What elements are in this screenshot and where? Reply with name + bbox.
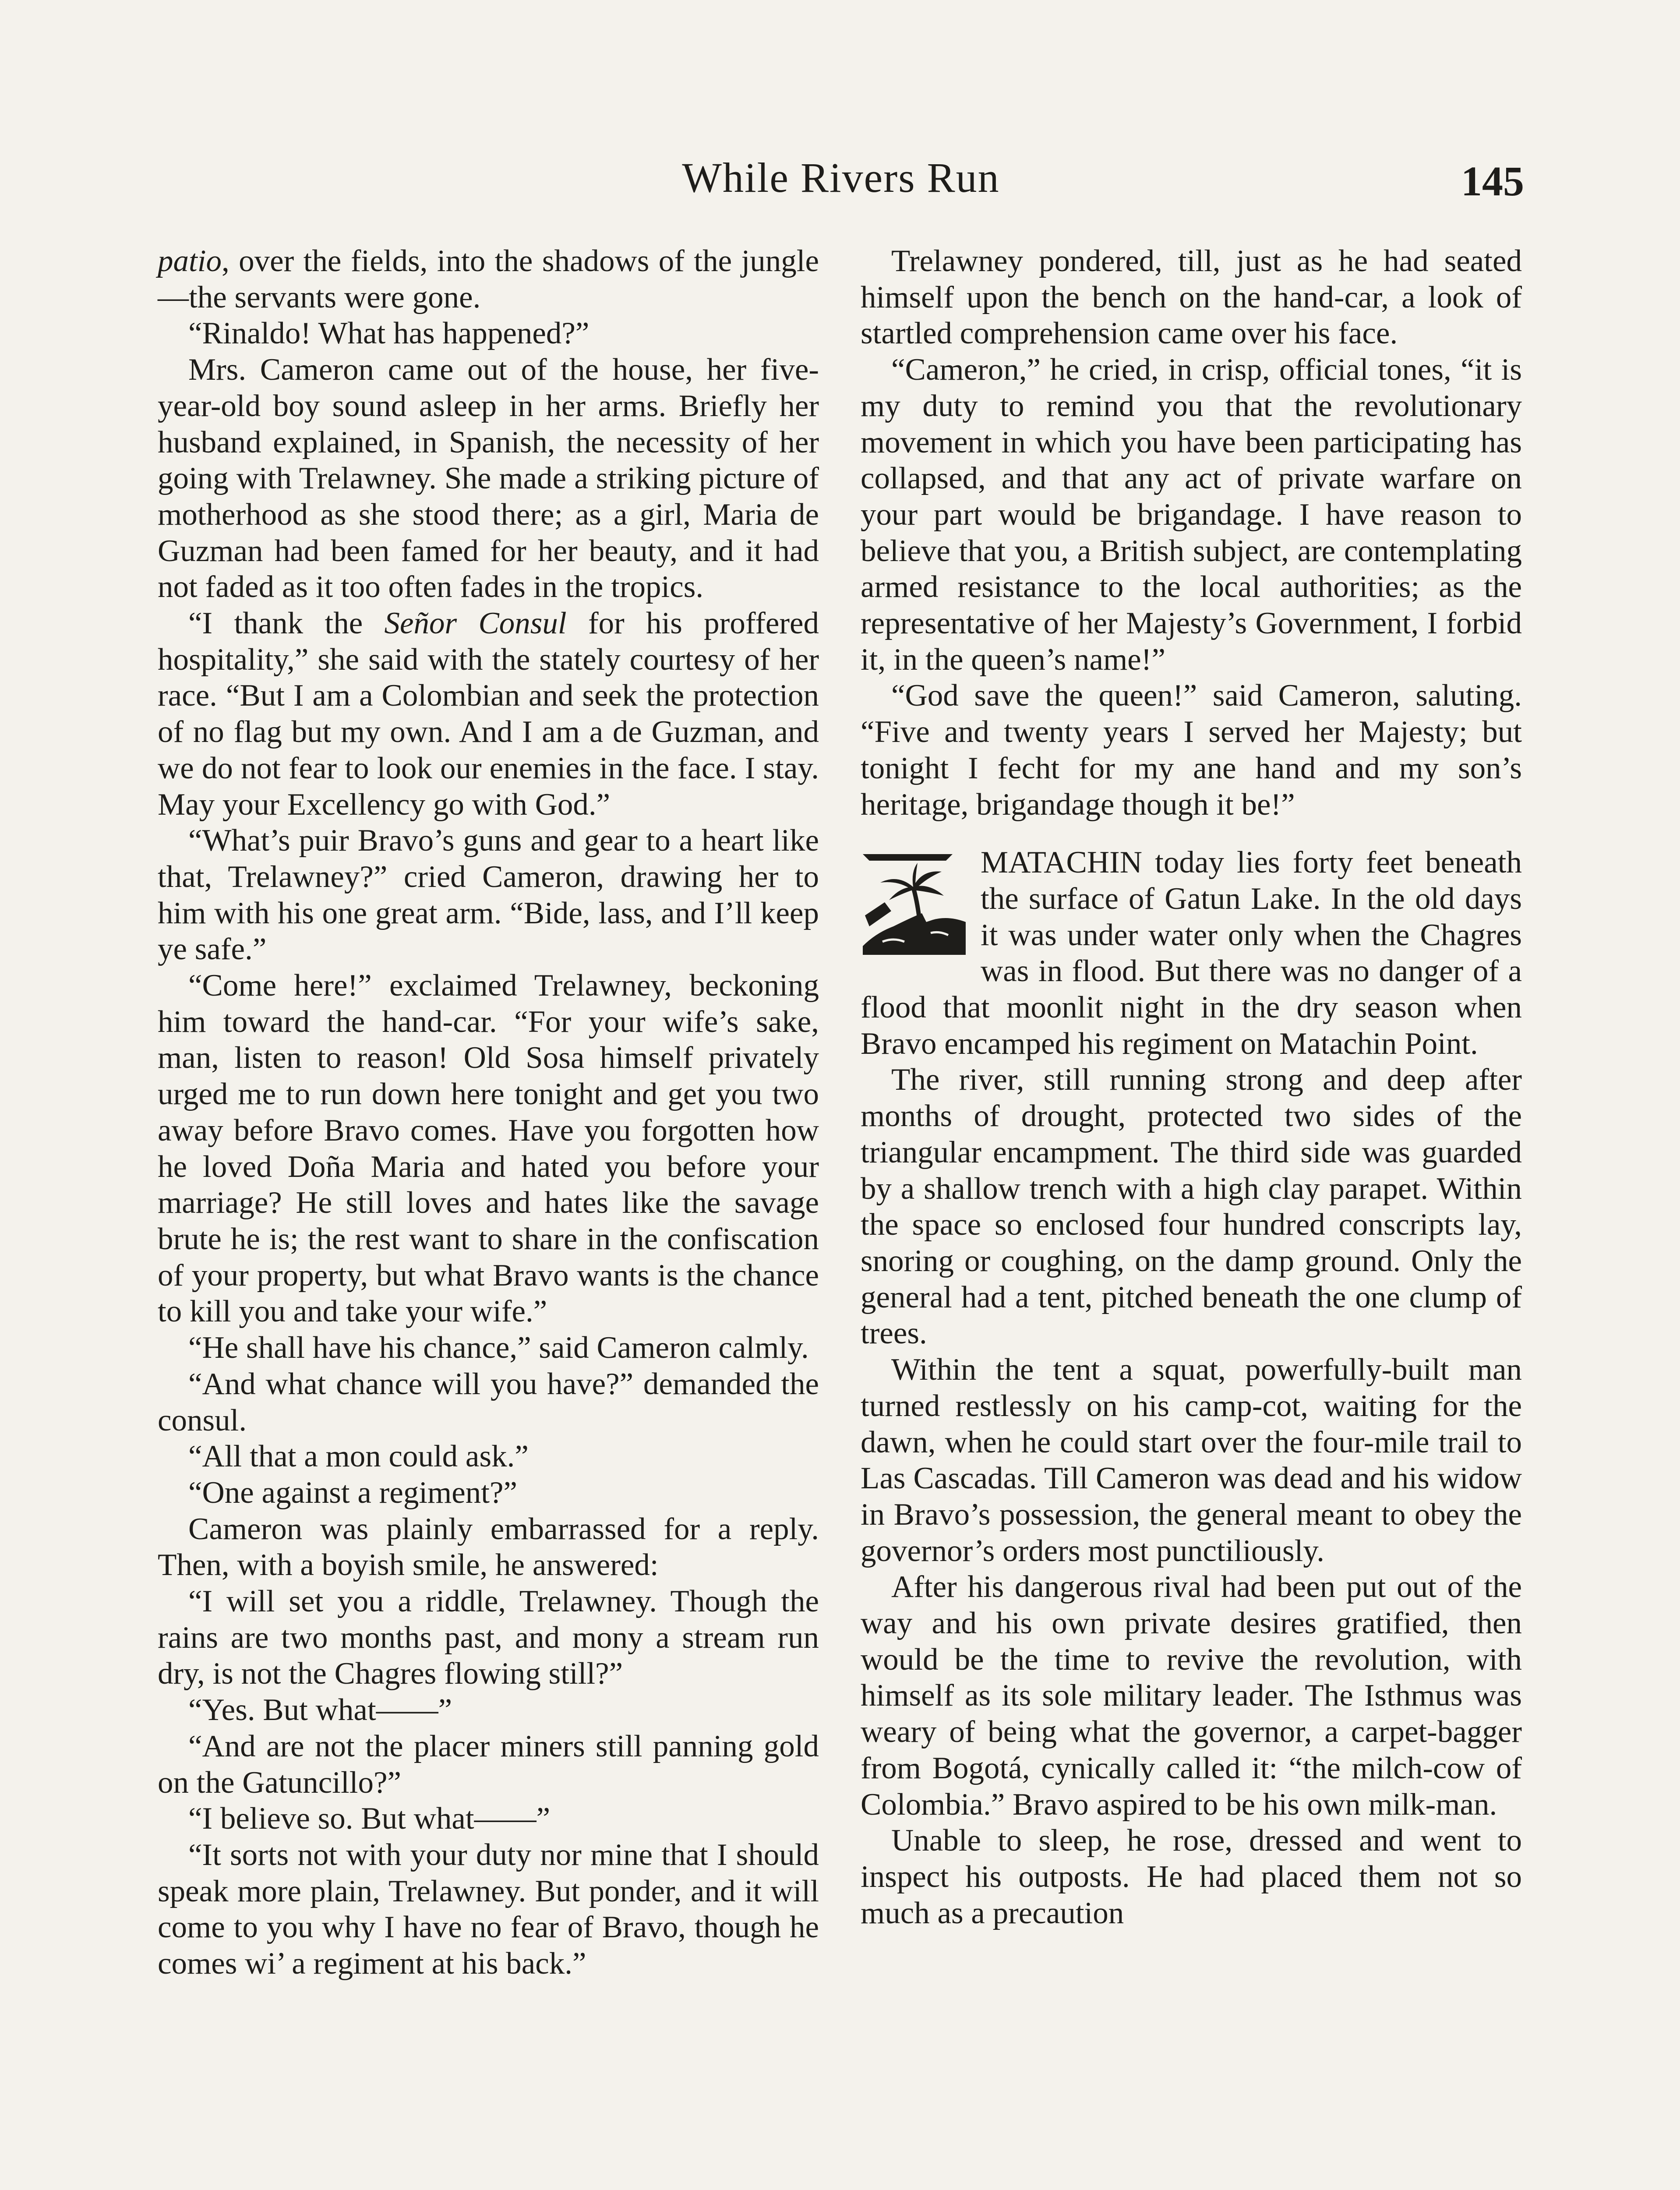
right-column xyxy=(861,243,1522,1931)
paragraph: “It sorts not with your duty nor mine that I should speak more plain, Trelawney. But ponder, and it will come to you why I have no fear of Bravo, though he comes wi’ a regiment at his back.” xyxy=(158,1837,819,1981)
paragraph-text: for his proffered hospitality,” she said with the stately courtesy of her race. “But I am a Colombian and seek the protection of no flag but my own. And I am a de Guzman, and we do not fear to look our enemies in the face. I stay. May your Excellency go with God.” xyxy=(158,606,819,822)
paragraph: Mrs. Cameron came out of the house, her five-year-old boy sound asleep in her arms. Briefly her husband explained, in Spanish, the necessity of her going with Trelawney. She made a striking picture of motherhood as she stood there; as a girl, Maria de Guzman had been famed for her beauty, and it had not faded as it too often fades in the tropics. xyxy=(158,353,819,604)
section-opening-paragraph xyxy=(861,844,1522,1062)
palm-island-icon xyxy=(861,850,970,959)
paragraph: “What’s puir Bravo’s guns and gear to a heart like that, Trelawney?” cried Cameron, drawing her to him with his one great arm. “Bide, lass, and I’ll keep ye safe.” xyxy=(158,823,819,967)
paragraph: Unable to sleep, he rose, dressed and went to inspect his outposts. He had placed them not so much as a precaution xyxy=(861,1823,1522,1930)
page-number: 145 xyxy=(1461,158,1524,205)
paragraph: The river, still running strong and deep after months of drought, protected two sides of the triangular encampment. The third side was guarded by a shallow trench with a high clay parapet. Within the space so enclosed four hundred conscripts lay, snoring or coughing, on the damp ground. Only the general had a tent, pitched beneath the one clump of trees. xyxy=(861,1063,1522,1351)
paragraph-text: MATACHIN today lies forty feet beneath the surface of Gatun Lake. In the old days it was under water only when the Chagres was in flood. But there was no danger of a flood that moonlit night in the dry season when Bravo encamped his regiment on Matachin Point. xyxy=(861,845,1522,1061)
paragraph: After his dangerous rival had been put out of the way and his own private desires gratified, then would be the time to revive the revolution, with himself as its sole military leader. The Isthmus was weary of being what the governor, a carpet-bagger from Bogotá, cynically called it: “the milch-cow of Colombia.” Bravo aspired to be his own milk-man. xyxy=(861,1570,1522,1822)
paragraph xyxy=(158,605,819,823)
paragraph: Cameron was plainly embarrassed for a reply. Then, with a boyish smile, he answered: xyxy=(158,1512,819,1582)
paragraph: “Come here!” exclaimed Trelawney, beckoning him toward the hand-car. “For your wife’s sake, man, listen to reason! Old Sosa himself privately urged me to run down here tonight and get you two away before Bravo comes. Have you forgotten how he loved Doña Maria and hated you before your marriage? He still loves and hates like the savage brute he is; the rest want to share in the confiscation of your property, but what Bravo wants is the chance to kill you and take your wife.” xyxy=(158,968,819,1329)
paragraph xyxy=(158,243,819,315)
paragraph-text: “I thank the xyxy=(188,606,385,641)
paragraph: “God save the queen!” said Cameron, saluting. “Five and twenty years I served her Majesty; but tonight I fecht for my ane hand and my son’s heritage, brigandage though it be!” xyxy=(861,678,1522,822)
paragraph: Trelawney pondered, till, just as he had seated himself upon the bench on the hand-car, a look of startled comprehension came over his face. xyxy=(861,244,1522,351)
paragraph: “He shall have his chance,” said Cameron calmly. xyxy=(188,1331,809,1365)
italic-phrase: Señor Consul xyxy=(384,606,567,641)
running-title: While Rivers Run xyxy=(682,154,1000,201)
paragraph: “I will set you a riddle, Trelawney. Though the rains are two months past, and mony a stream run dry, is not the Chagres flowing still?” xyxy=(158,1584,819,1691)
paragraph: “And are not the placer miners still panning gold on the Gatuncillo?” xyxy=(158,1729,819,1800)
paragraph: “One against a regiment?” xyxy=(188,1475,518,1510)
paragraph: “And what chance will you have?” demanded the consul. xyxy=(158,1367,819,1438)
paragraph: “Rinaldo! What has happened?” xyxy=(188,316,589,351)
paragraph: “I believe so. But what——” xyxy=(188,1801,551,1836)
left-column xyxy=(158,243,819,1982)
paragraph: “Yes. But what——” xyxy=(188,1693,452,1727)
paragraph: “Cameron,” he cried, in crisp, official tones, “it is my duty to remind you that the revolutionary movement in which you have been participating has collapsed, and that any act of private warfare on your part would be brigandage. I have reason to believe that you, a British subject, are contemplating armed resistance to the local authorities; as the representative of her Majesty’s Government, I forbid it, in the queen’s name!” xyxy=(861,353,1522,677)
paragraph: “All that a mon could ask.” xyxy=(188,1439,529,1474)
page-header xyxy=(158,131,1524,219)
paragraph-text: , over the fields, into the shadows of the jungle—the servants were gone. xyxy=(158,244,819,314)
paragraph: Within the tent a squat, powerfully-built man turned restlessly on his camp-cot, waiting for the dawn, when he could start over the four-mile trail to Las Cascadas. Till Cameron was dead and his widow in Bravo’s possession, the general meant to obey the governor’s orders most punctiliously. xyxy=(861,1353,1522,1568)
italic-lead: patio xyxy=(158,244,222,278)
